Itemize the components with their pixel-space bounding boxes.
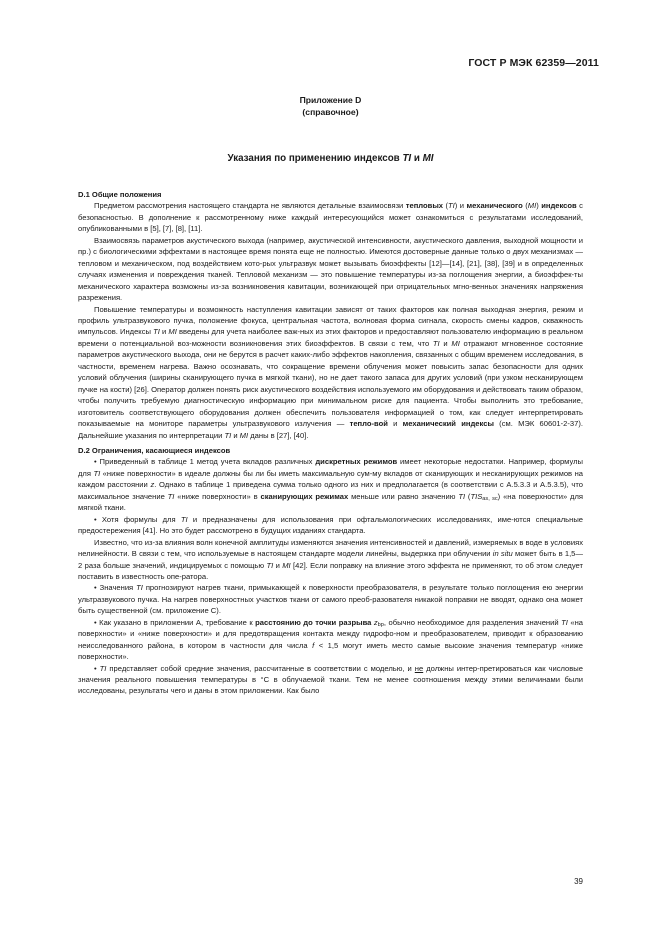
appendix-type: (справочное) bbox=[302, 107, 359, 117]
paragraph-mechanisms: Взаимосвязь параметров акустического выхода (например, акустической интенсивности, акустического давления, выходной мощности и пр.) с биологическими эффектами в настоящее время понята еще не полностью. Имеются достоверные данные только о двух механизмах — тепловом и механическом, под воздействием кото-рых ультразвук может вызывать биоэффекты [12]—[14], [21], [38], [39] и в определенных случаях изменения и повреждения тканей. Тепловой механизм — это повышение температуры из-за поглощения энергии, а биоэффек-ты механического характера возможны из-за возникновения кавитации, возникающей при отрицательных мгно-венных значениях напряжения разрежения. bbox=[78, 235, 583, 303]
bullet-breakpoint: • Как указано в приложении А, требование к расстоянию до точки разрыва $z_{bp}$, обычно необходимое для разделения значений TI «на поверхности» и «ниже поверхности» и для предотвращения контакта между гидрофо-ном и преобразователем, приводит к образованию неисследованного района, в котором в частности для числа f < 1,5 могут иметь место самые высокие значения температур «ниже поверхности». bbox=[78, 617, 583, 662]
paragraph-subject: Предметом рассмотрения настоящего стандарта не являются детальные взаимосвязи тепловых (TI) и механического (MI) индексов с безопасностью. В дополнение к рассмотренному ниже каждый интересующийся может ознакомиться с результатами исследований, опубликованными в [5], [7], [8], [11]. bbox=[78, 201, 583, 234]
paragraph-nonlinear: Известно, что из-за влияния волн конечной амплитуды изменяются значения интенсивностей и давлений, измеряемых в воде в условиях нелинейности. В связи с тем, что используемые в настоящем стандарте модели линейны, выдержка при облучении in situ может быть в 1,5— 2 раза больше значений, индицируемых с помощью TI и MI [42]. Если поправку на влияние этого эффекта не применяют, то об этом следует поставить в известность опе-ратора. bbox=[78, 537, 583, 581]
title-text: Указания по применению индексов bbox=[227, 153, 403, 164]
title-ti: TI bbox=[402, 153, 412, 164]
appendix-label: Приложение D bbox=[299, 95, 362, 105]
paragraph-temperature: Повышение температуры и возможность наступления кавитации зависят от таких факторов как полная выходная энергия, режим и профиль ультразвукового пучка, положение фокуса, центральная частота, волновая форма сигнала, скорость смены кадров, скважность импульсов. Индексы TI и MI введены для учета наиболее важ-ных из этих факторов и предоставляют пользователю информацию в реальном времени о потенциальной воз-можности возникновения этих биоэффектов. В связи с тем, что TI и MI отражают мгновенное состояние параметров акустического выхода, они не берутся в расчет каких-либо эффектов накопления, связанных с общим временем исследования, в частности, временем нагрева. Важно осознавать, что сокращение времени облучения может повысить запас безопасности для одних условий облучения (ширины сканирующего пучка в мягкой ткани), но не дает такого запаса для других условий (при узком несканирующем пучке на кости) [26]. Оператор должен понять риск акустического воздействия используемого им оборудования и действовать таким образом, чтобы получить требуемую диагностическую информацию при минимальном риске для пациента. Чтобы выполнить это требование, изготовитель соответствующего оборудования должен обеспечить пользователя информацией о том, как следует интерпретировать показываемые на мониторе параметры ультразвукового излучения — тепло-вой и механический индексы (см. МЭК 60601-2-37). Дальнейшие указания по интерпретации TI и MI даны в [27], [40]. bbox=[78, 304, 584, 440]
bullet-ti-averages: • TI представляет собой средние значения, рассчитанные в соответствии с моделью, и не должны интер-претироваться как числовые значения реального повышения температуры в °С в облучаемой ткани. Тем не менее соотношения между этими величинами были исследованы, результаты чего и даны в этом приложении. Как было bbox=[78, 663, 583, 696]
bullet-discrete-modes: • Приведенный в таблице 1 метод учета вкладов различных дискретных режимов имеет некоторые недостатки. Например, формулы для TI «ниже поверхности» в идеале должны бы ли бы иметь максимальную сум-му вкладов от сканирующих и несканирующих режимов на каждом расстоянии z. Однако в таблице 1 приведена сумма только одного из них и предполагается (в соответствии с А.5.3.3 и А.5.3.5), что максимальное значение TI «ниже поверхности» в сканирующих режимах меньше или равно значению TI $(TIS_{as, sc})$ «на поверхности» для мягкой ткани. bbox=[78, 457, 584, 513]
section-heading-d1: D.1 Общие положения bbox=[78, 190, 162, 199]
section-heading-d2: D.2 Ограничения, касающиеся индексов bbox=[78, 445, 231, 455]
appendix-title bbox=[0, 153, 661, 164]
document-body bbox=[78, 189, 583, 697]
document-code: ГОСТ Р МЭК 62359—2011 bbox=[468, 57, 599, 69]
bullet-ophthalmic: • Хотя формулы для TI и предназначены для использования при офтальмологических исследованиях, име-ются специальные предостережения [41]. Но это будет рассмотрено в будущих изданиях стандарта. bbox=[78, 514, 583, 536]
title-and: и bbox=[411, 153, 423, 164]
appendix-heading bbox=[0, 94, 661, 118]
bullet-tissue-heating: • Значения TI прогнозируют нагрев ткани, примыкающей к поверхности преобразователя, в результате только поглощения ею энергии ультразвукового пучка. На нагрев поверхностных участков ткани от самого преоб-разователя никакой поправки не вводят, однако она может быть существенной (см. приложение С). bbox=[78, 583, 583, 616]
page-number: 39 bbox=[574, 877, 583, 886]
title-mi: MI bbox=[422, 153, 434, 164]
